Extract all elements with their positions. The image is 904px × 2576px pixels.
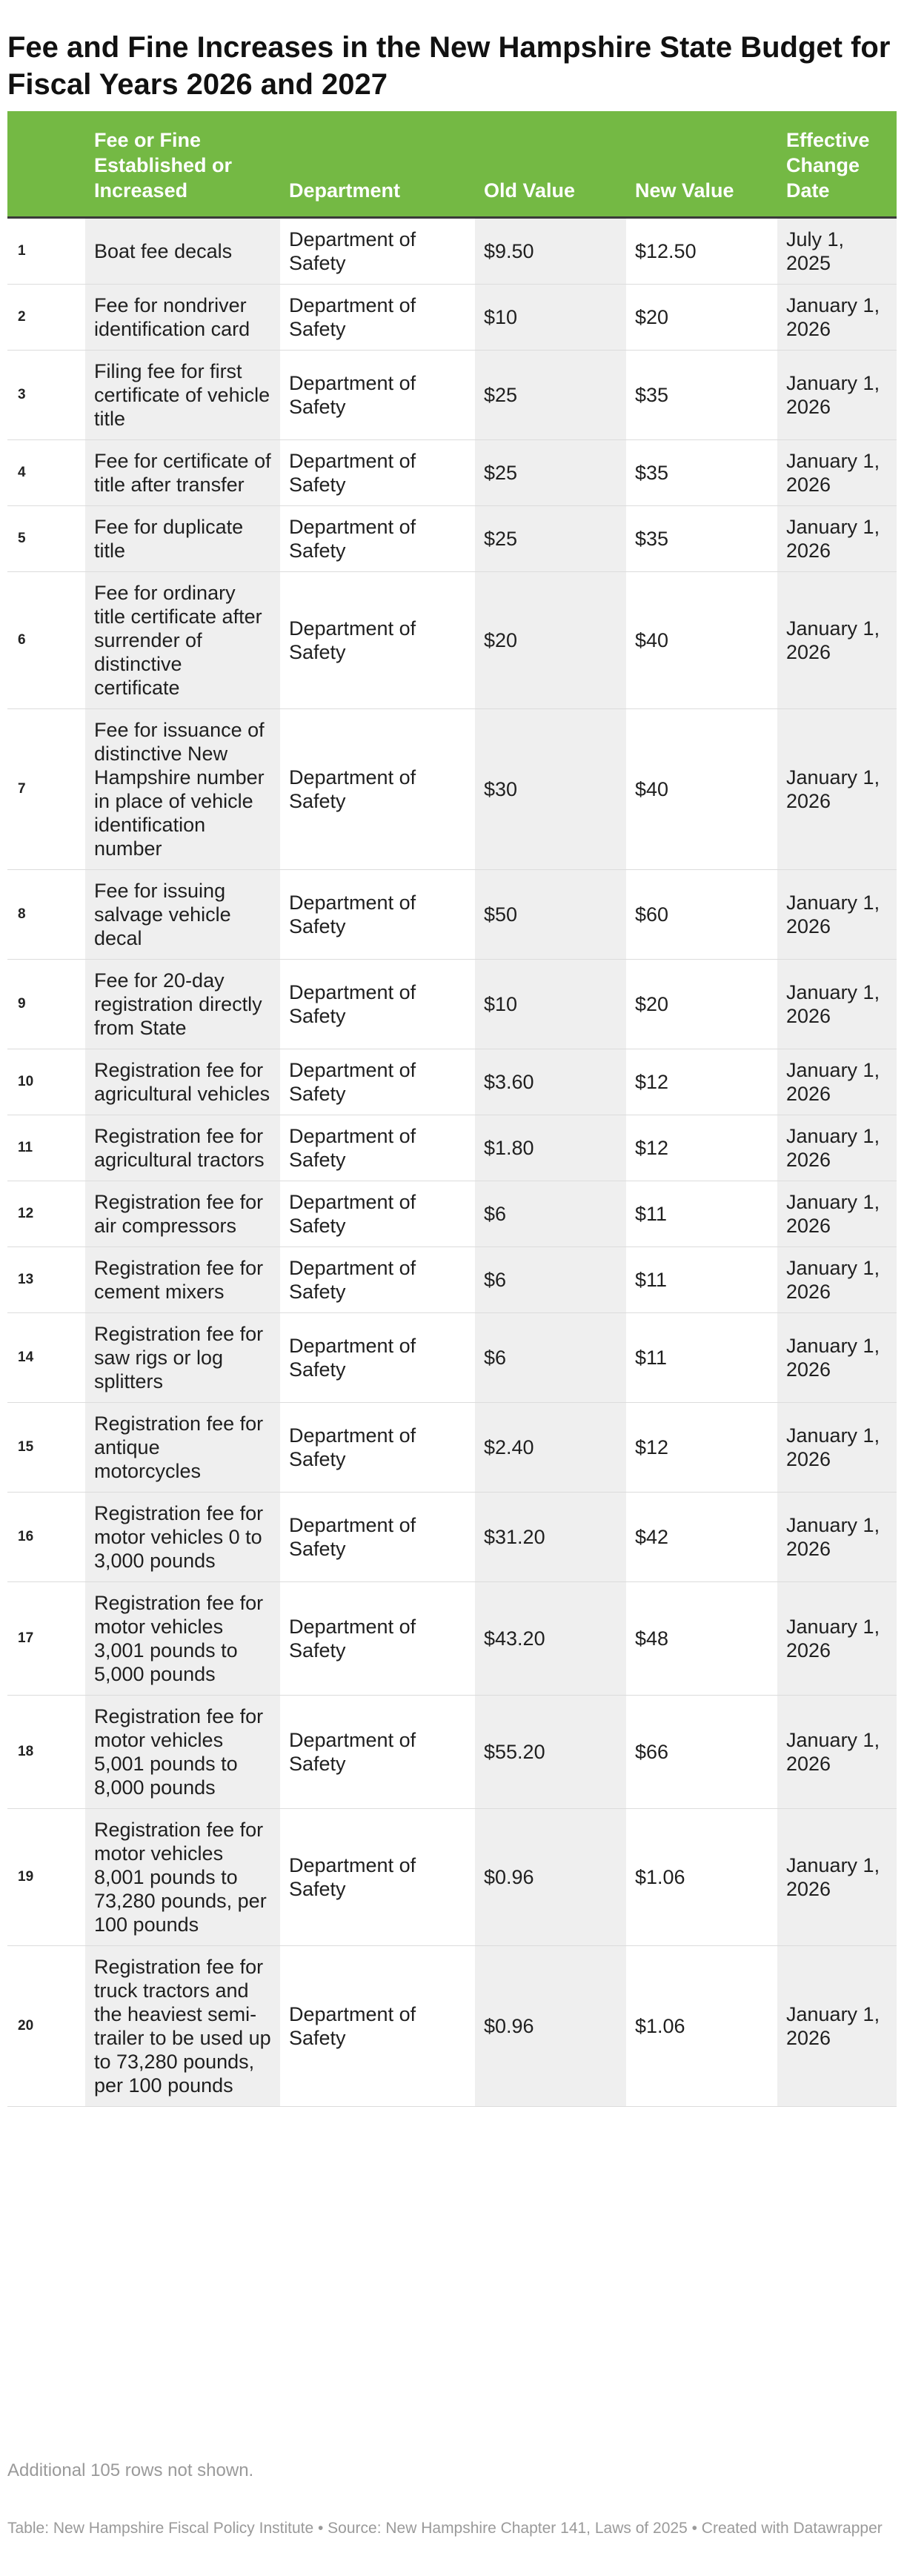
cell-new-value: $40 <box>626 571 777 708</box>
cell-old-value: $31.20 <box>475 1492 626 1581</box>
cell-department: Department of Safety <box>280 869 475 959</box>
cell-new-value: $35 <box>626 439 777 505</box>
cell-fee: Registration fee for motor vehicles 3,001 pounds to 5,000 pounds <box>85 1581 280 1695</box>
cell-effective-date: January 1, 2026 <box>777 284 897 350</box>
cell-new-value: $12.50 <box>626 217 777 284</box>
cell-department: Department of Safety <box>280 1049 475 1115</box>
cell-department: Department of Safety <box>280 439 475 505</box>
cell-effective-date: January 1, 2026 <box>777 869 897 959</box>
cell-department: Department of Safety <box>280 350 475 439</box>
cell-rank: 2 <box>7 284 85 350</box>
cell-effective-date: January 1, 2026 <box>777 350 897 439</box>
cell-new-value: $42 <box>626 1492 777 1581</box>
column-header-rank <box>7 111 85 217</box>
table-row <box>7 869 897 959</box>
cell-new-value: $1.06 <box>626 1945 777 2106</box>
cell-effective-date: January 1, 2026 <box>777 505 897 571</box>
cell-new-value: $11 <box>626 1246 777 1312</box>
cell-department: Department of Safety <box>280 1402 475 1492</box>
cell-rank: 3 <box>7 350 85 439</box>
column-header-fee[interactable]: Fee or Fine Established or Increased <box>85 111 280 217</box>
cell-fee: Registration fee for antique motorcycles <box>85 1402 280 1492</box>
cell-effective-date: January 1, 2026 <box>777 708 897 869</box>
cell-effective-date: July 1, 2025 <box>777 217 897 284</box>
cell-new-value: $35 <box>626 350 777 439</box>
table-row <box>7 1808 897 1945</box>
cell-effective-date: January 1, 2026 <box>777 1246 897 1312</box>
cell-fee: Fee for ordinary title certificate after surrender of distinctive certificate <box>85 571 280 708</box>
cell-department: Department of Safety <box>280 1492 475 1581</box>
cell-effective-date: January 1, 2026 <box>777 439 897 505</box>
table-row <box>7 1049 897 1115</box>
cell-new-value: $20 <box>626 959 777 1049</box>
cell-effective-date: January 1, 2026 <box>777 1808 897 1945</box>
cell-old-value: $10 <box>475 284 626 350</box>
cell-rank: 18 <box>7 1695 85 1808</box>
cell-fee: Fee for 20-day registration directly from State <box>85 959 280 1049</box>
cell-fee: Registration fee for agricultural vehicles <box>85 1049 280 1115</box>
cell-fee: Fee for certificate of title after transfer <box>85 439 280 505</box>
cell-rank: 13 <box>7 1246 85 1312</box>
cell-new-value: $11 <box>626 1181 777 1246</box>
cell-rank: 9 <box>7 959 85 1049</box>
cell-fee: Fee for issuing salvage vehicle decal <box>85 869 280 959</box>
cell-department: Department of Safety <box>280 1181 475 1246</box>
cell-rank: 19 <box>7 1808 85 1945</box>
table-row <box>7 1246 897 1312</box>
column-header-department[interactable]: Department <box>280 111 475 217</box>
cell-department: Department of Safety <box>280 1312 475 1402</box>
cell-effective-date: January 1, 2026 <box>777 1115 897 1181</box>
column-header-old-value[interactable]: Old Value <box>475 111 626 217</box>
table-header-row <box>7 111 897 217</box>
cell-fee: Registration fee for air compressors <box>85 1181 280 1246</box>
table-row <box>7 439 897 505</box>
cell-effective-date: January 1, 2026 <box>777 1695 897 1808</box>
cell-new-value: $12 <box>626 1402 777 1492</box>
cell-effective-date: January 1, 2026 <box>777 1945 897 2106</box>
cell-department: Department of Safety <box>280 1945 475 2106</box>
cell-old-value: $0.96 <box>475 1808 626 1945</box>
table-row <box>7 1181 897 1246</box>
table-row <box>7 350 897 439</box>
cell-new-value: $11 <box>626 1312 777 1402</box>
page-title: Fee and Fine Increases in the New Hampshire State Budget for Fiscal Years 2026 and 2027 <box>7 30 891 101</box>
cell-department: Department of Safety <box>280 1246 475 1312</box>
cell-fee: Registration fee for motor vehicles 0 to 3,000 pounds <box>85 1492 280 1581</box>
column-header-effective-date[interactable]: Effective Change Date <box>777 111 897 217</box>
table-row <box>7 959 897 1049</box>
cell-effective-date: January 1, 2026 <box>777 1181 897 1246</box>
cell-fee: Registration fee for agricultural tractors <box>85 1115 280 1181</box>
column-header-new-value[interactable]: New Value <box>626 111 777 217</box>
cell-effective-date: January 1, 2026 <box>777 571 897 708</box>
cell-rank: 17 <box>7 1581 85 1695</box>
cell-department: Department of Safety <box>280 1808 475 1945</box>
cell-new-value: $60 <box>626 869 777 959</box>
cell-rank: 5 <box>7 505 85 571</box>
table-row <box>7 284 897 350</box>
cell-new-value: $40 <box>626 708 777 869</box>
cell-rank: 8 <box>7 869 85 959</box>
cell-old-value: $25 <box>475 505 626 571</box>
cell-old-value: $10 <box>475 959 626 1049</box>
source-footer: Table: New Hampshire Fiscal Policy Institute • Source: New Hampshire Chapter 141, Laws of 2025 • Created with Datawrapper <box>7 2520 883 2537</box>
table-row <box>7 708 897 869</box>
cell-new-value: $66 <box>626 1695 777 1808</box>
cell-rank: 16 <box>7 1492 85 1581</box>
cell-new-value: $12 <box>626 1049 777 1115</box>
cell-rank: 6 <box>7 571 85 708</box>
table-row <box>7 1695 897 1808</box>
cell-fee: Fee for duplicate title <box>85 505 280 571</box>
cell-rank: 14 <box>7 1312 85 1402</box>
cell-rank: 20 <box>7 1945 85 2106</box>
cell-department: Department of Safety <box>280 284 475 350</box>
cell-fee: Registration fee for motor vehicles 8,001 pounds to 73,280 pounds, per 100 pounds <box>85 1808 280 1945</box>
cell-department: Department of Safety <box>280 708 475 869</box>
cell-old-value: $30 <box>475 708 626 869</box>
cell-rank: 12 <box>7 1181 85 1246</box>
cell-old-value: $0.96 <box>475 1945 626 2106</box>
cell-effective-date: January 1, 2026 <box>777 1492 897 1581</box>
cell-new-value: $48 <box>626 1581 777 1695</box>
table-row <box>7 1312 897 1402</box>
cell-effective-date: January 1, 2026 <box>777 1049 897 1115</box>
cell-fee: Boat fee decals <box>85 217 280 284</box>
cell-fee: Filing fee for first certificate of vehicle title <box>85 350 280 439</box>
cell-old-value: $9.50 <box>475 217 626 284</box>
cell-effective-date: January 1, 2026 <box>777 1312 897 1402</box>
cell-old-value: $1.80 <box>475 1115 626 1181</box>
cell-rank: 10 <box>7 1049 85 1115</box>
cell-fee: Fee for nondriver identification card <box>85 284 280 350</box>
cell-new-value: $1.06 <box>626 1808 777 1945</box>
cell-department: Department of Safety <box>280 217 475 284</box>
cell-old-value: $55.20 <box>475 1695 626 1808</box>
cell-old-value: $50 <box>475 869 626 959</box>
cell-department: Department of Safety <box>280 505 475 571</box>
cell-new-value: $20 <box>626 284 777 350</box>
fees-table <box>7 111 897 2107</box>
cell-rank: 7 <box>7 708 85 869</box>
cell-rank: 1 <box>7 217 85 284</box>
cell-old-value: $3.60 <box>475 1049 626 1115</box>
cell-fee: Registration fee for saw rigs or log splitters <box>85 1312 280 1402</box>
cell-department: Department of Safety <box>280 1115 475 1181</box>
cell-fee: Registration fee for truck tractors and the heaviest semi-trailer to be used up to 73,280 pounds, per 100 pounds <box>85 1945 280 2106</box>
cell-old-value: $25 <box>475 439 626 505</box>
cell-fee: Registration fee for cement mixers <box>85 1246 280 1312</box>
table-row <box>7 1581 897 1695</box>
cell-old-value: $6 <box>475 1312 626 1402</box>
table-row <box>7 505 897 571</box>
table-row <box>7 1115 897 1181</box>
table-row <box>7 571 897 708</box>
cell-old-value: $25 <box>475 350 626 439</box>
cell-effective-date: January 1, 2026 <box>777 1581 897 1695</box>
cell-old-value: $2.40 <box>475 1402 626 1492</box>
cell-new-value: $12 <box>626 1115 777 1181</box>
cell-rank: 11 <box>7 1115 85 1181</box>
cell-old-value: $20 <box>475 571 626 708</box>
cell-department: Department of Safety <box>280 959 475 1049</box>
cell-department: Department of Safety <box>280 1695 475 1808</box>
cell-department: Department of Safety <box>280 1581 475 1695</box>
cell-fee: Registration fee for motor vehicles 5,001 pounds to 8,000 pounds <box>85 1695 280 1808</box>
cell-rank: 15 <box>7 1402 85 1492</box>
hidden-rows-note: Additional 105 rows not shown. <box>7 2460 254 2480</box>
cell-old-value: $6 <box>475 1246 626 1312</box>
cell-old-value: $6 <box>475 1181 626 1246</box>
cell-fee: Fee for issuance of distinctive New Hampshire number in place of vehicle identification number <box>85 708 280 869</box>
table-row <box>7 217 897 284</box>
table-row <box>7 1492 897 1581</box>
cell-old-value: $43.20 <box>475 1581 626 1695</box>
table-row <box>7 1945 897 2106</box>
cell-effective-date: January 1, 2026 <box>777 1402 897 1492</box>
cell-effective-date: January 1, 2026 <box>777 959 897 1049</box>
cell-new-value: $35 <box>626 505 777 571</box>
table-body <box>7 217 897 2106</box>
cell-rank: 4 <box>7 439 85 505</box>
cell-department: Department of Safety <box>280 571 475 708</box>
table-row <box>7 1402 897 1492</box>
